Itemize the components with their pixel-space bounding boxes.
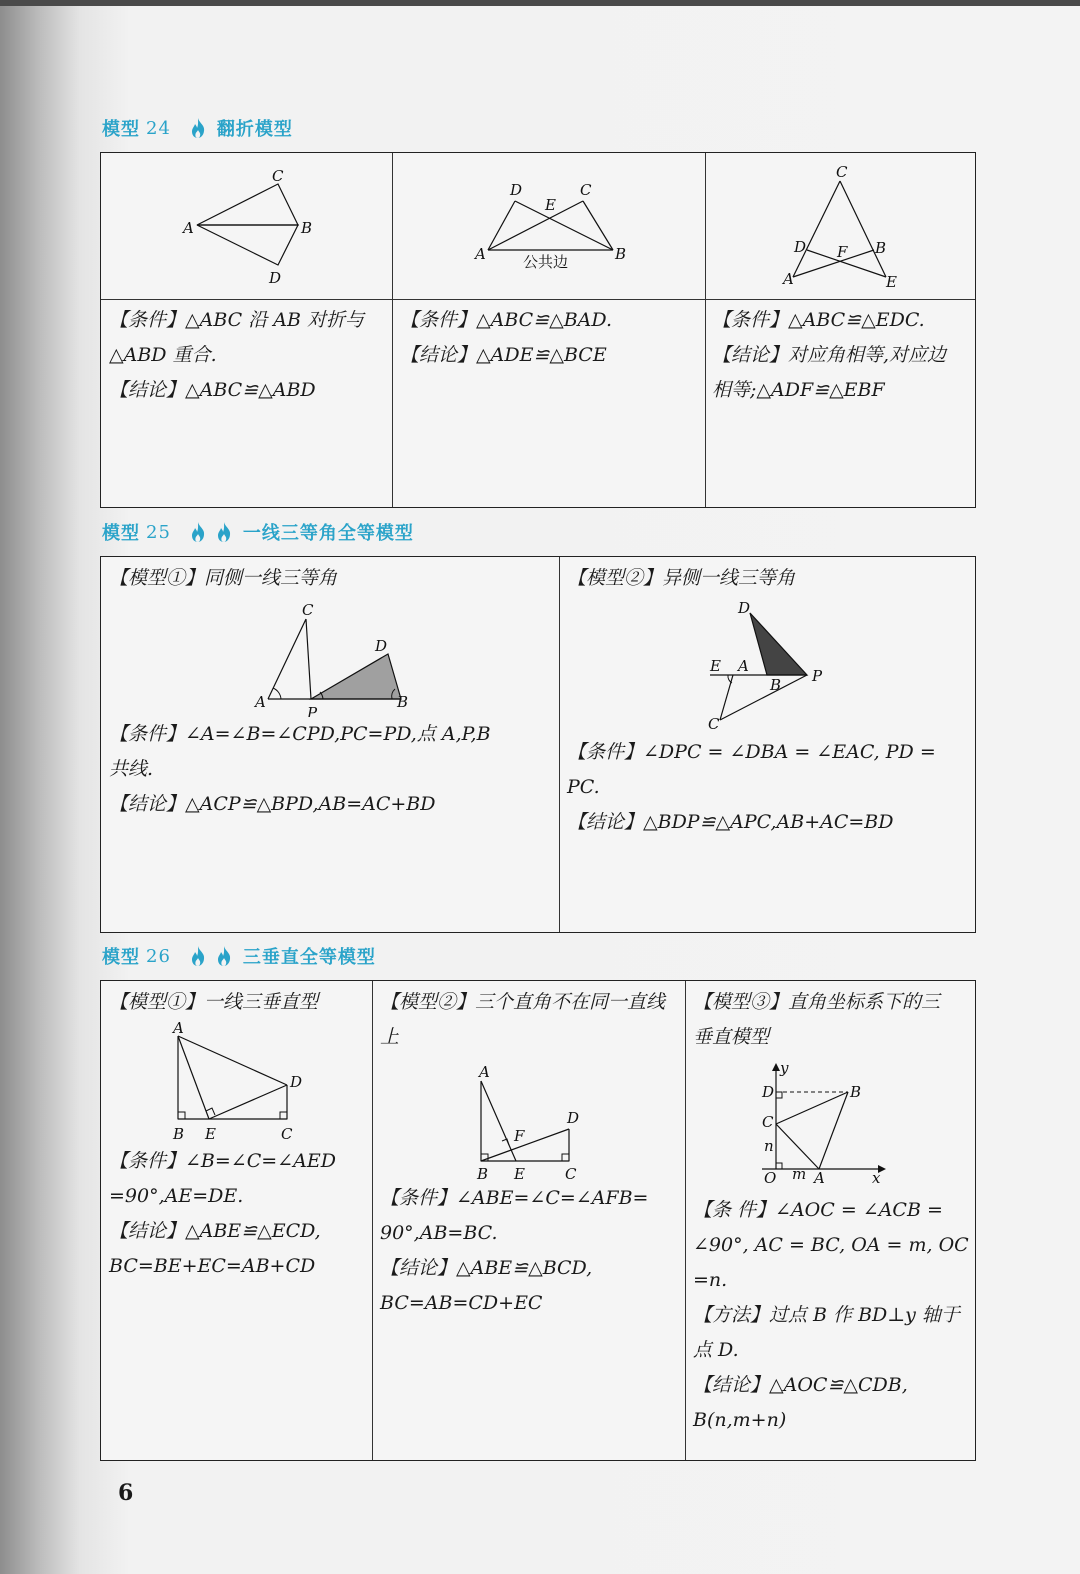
text-line: B(n,m+n) [693, 1409, 787, 1431]
model-25-cell-2-text [567, 735, 967, 840]
figure-overlap-triangles [706, 153, 976, 299]
label-f: F [837, 243, 848, 261]
label-d: D [762, 1083, 775, 1101]
section-label: 模型 [102, 947, 140, 968]
label-c: C [580, 181, 592, 199]
flame-icon [189, 521, 207, 543]
model-26-cell-2-title [380, 985, 682, 1055]
label-a: A [183, 219, 194, 237]
label-d: D [269, 269, 282, 287]
section-name: 翻折模型 [216, 119, 293, 140]
label-a: A [783, 270, 794, 288]
label-p: P [812, 667, 823, 685]
label-d: D [738, 599, 751, 617]
text-line: 【模型②】三个直角不在同一直线 [380, 991, 666, 1013]
text-line: 【模型②】异侧一线三等角 [567, 567, 796, 589]
section-name: 三垂直全等模型 [242, 947, 376, 968]
text-line: 【结论】△ADE≌△BCE [400, 344, 607, 366]
label-d: D [567, 1109, 580, 1127]
text-line: =90°,AE=DE. [109, 1185, 244, 1207]
text-line: 【结论】△ABE≌△ECD, [109, 1220, 321, 1242]
label-d: D [794, 238, 807, 256]
label-b: B [850, 1083, 862, 1101]
label-m: m [792, 1165, 807, 1183]
model-25-cell-2-title [567, 561, 967, 596]
figure-common-side [393, 153, 705, 299]
label-a: A [479, 1063, 490, 1081]
text-line: 【条件】∠B=∠C=∠AED [109, 1150, 336, 1172]
model-26-cell-1-text [109, 1144, 371, 1284]
label-n: n [764, 1137, 774, 1155]
label-c: C [836, 163, 848, 181]
flame-icon [189, 117, 207, 139]
section-number: 25 [146, 521, 171, 543]
label-c: C [281, 1125, 293, 1143]
text-line: 【条件】∠ABE=∠C=∠AFB= [380, 1187, 649, 1209]
model-26-table [100, 980, 976, 1461]
label-b: B [397, 693, 409, 711]
section-label: 模型 [102, 523, 140, 544]
label-a: A [738, 657, 749, 675]
model-24-cell-3-text [712, 303, 974, 408]
text-line: ∠90°, AC = BC, OA = m, OC [693, 1234, 969, 1256]
label-b: B [173, 1125, 185, 1143]
text-line: BC=AB=CD+EC [380, 1292, 543, 1314]
label-c: C [708, 715, 720, 733]
label-a: A [255, 693, 266, 711]
label-d: D [510, 181, 523, 199]
label-a: A [814, 1169, 825, 1187]
flame-icon [215, 521, 233, 543]
text-line: 【条 件】∠AOC = ∠ACB = [693, 1199, 943, 1221]
figure-opposite-side-three-angles [560, 597, 974, 737]
label-c: C [302, 601, 314, 619]
label-p: P [307, 704, 318, 717]
label-b: B [615, 245, 627, 263]
text-line: 【结论】△ABC≌△ABD [109, 379, 316, 401]
label-a: A [173, 1021, 184, 1037]
model-24-table [100, 152, 976, 508]
label-o: O [764, 1169, 777, 1187]
section-number: 26 [146, 945, 171, 967]
figure-coordinate-three-perpendicular [686, 1059, 974, 1189]
label-f: F [514, 1127, 525, 1145]
top-edge-bar [0, 0, 1080, 6]
text-line: 【条件】△ABC 沿 AB 对折与 [109, 309, 364, 331]
label-c: C [565, 1165, 577, 1183]
label-x: x [872, 1169, 881, 1187]
model-26-cell-1-title [109, 985, 371, 1020]
model-26-cell-2-text [380, 1181, 682, 1321]
label-e: E [710, 657, 721, 675]
text-line: 【结论】△BDP≌△APC,AB+AC=BD [567, 811, 894, 833]
section-number: 24 [146, 117, 171, 139]
section-title-26 [102, 942, 376, 970]
page-number: 6 [118, 1480, 134, 1506]
text-line: 共线. [109, 758, 154, 780]
label-c: C [762, 1113, 774, 1131]
common-side-caption: 公共边 [523, 253, 569, 271]
section-title-24 [102, 114, 293, 142]
model-24-cell-1-text [109, 303, 389, 408]
figure-three-right-angles [373, 1059, 685, 1184]
text-line: =n. [693, 1269, 728, 1291]
label-e: E [886, 273, 897, 291]
model-25-cell-1-title [109, 561, 549, 596]
model-26-cell-3-title [693, 985, 973, 1055]
section-title-25 [102, 518, 414, 546]
text-line: 【模型①】一线三垂直型 [109, 991, 319, 1013]
text-line: PC. [567, 776, 600, 798]
section-label: 模型 [102, 119, 140, 140]
figure-one-line-three-perpendicular [101, 1021, 372, 1146]
text-line: 【结论】对应角相等,对应边 [712, 344, 947, 366]
model-25-table [100, 556, 976, 933]
model-26-cell-3-text [693, 1193, 973, 1438]
text-line: 【模型③】直角坐标系下的三 [693, 991, 941, 1013]
text-line: 【条件】∠A=∠B=∠CPD,PC=PD,点 A,P,B [109, 723, 491, 745]
label-a: A [475, 245, 486, 263]
label-b: B [875, 239, 887, 257]
text-line: 垂直模型 [693, 1026, 770, 1048]
flame-icon [189, 945, 207, 967]
figure-fold-ab [101, 153, 391, 299]
label-y: y [780, 1059, 789, 1077]
text-line: 上 [380, 1026, 400, 1048]
label-b: B [770, 676, 782, 694]
text-line: 【结论】△ABE≌△BCD, [380, 1257, 593, 1279]
label-e: E [514, 1165, 525, 1183]
label-e: E [545, 196, 556, 214]
model-24-cell-2-text [400, 303, 700, 373]
label-e: E [205, 1125, 216, 1143]
text-line: 【结论】△AOC≌△CDB, [693, 1374, 908, 1396]
text-line: △ABD 重合. [109, 344, 217, 366]
text-line: BC=BE+EC=AB+CD [109, 1255, 316, 1277]
text-line: 90°,AB=BC. [380, 1222, 498, 1244]
text-line: 相等;△ADF≌△EBF [712, 379, 885, 401]
text-line: 【结论】△ACP≌△BPD,AB=AC+BD [109, 793, 436, 815]
label-c: C [272, 167, 284, 185]
model-25-cell-1-text [109, 717, 555, 822]
text-line: 【模型①】同侧一线三等角 [109, 567, 338, 589]
label-d: D [375, 637, 388, 655]
text-line: 【条件】△ABC≌△EDC. [712, 309, 925, 331]
text-line: 【方法】过点 B 作 BD⊥y 轴于 [693, 1304, 960, 1326]
label-b: B [301, 219, 313, 237]
label-d: D [290, 1073, 303, 1091]
text-line: 【条件】∠DPC = ∠DBA = ∠EAC, PD = [567, 741, 936, 763]
figure-same-side-three-angles [101, 597, 559, 717]
label-b: B [477, 1165, 489, 1183]
section-name: 一线三等角全等模型 [242, 523, 414, 544]
text-line: 点 D. [693, 1339, 739, 1361]
text-line: 【条件】△ABC≌△BAD. [400, 309, 612, 331]
flame-icon [215, 945, 233, 967]
